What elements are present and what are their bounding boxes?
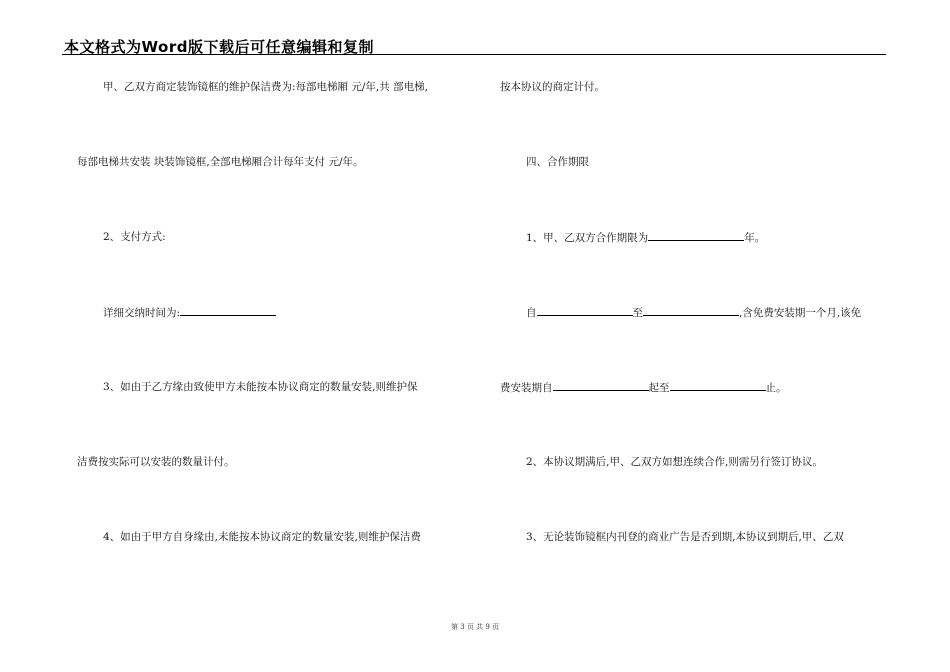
page-number: 第 3 页 共 9 页 bbox=[450, 623, 500, 631]
right-paragraph-free-install bbox=[500, 379, 787, 395]
period-tail-text: ,含免费安装期一个月,该免 bbox=[739, 307, 862, 319]
right-paragraph-term bbox=[526, 229, 765, 245]
period-from-label: 自 bbox=[526, 307, 537, 319]
left-paragraph-3: 2、支付方式: bbox=[103, 231, 166, 243]
right-paragraph-period bbox=[526, 304, 861, 320]
header-divider bbox=[62, 54, 886, 55]
period-start-blank bbox=[537, 304, 633, 316]
right-paragraph-ads: 3、无论装饰镜框内刊登的商业广告是否到期,本协议到期后,甲、乙双 bbox=[526, 531, 844, 543]
free-install-label: 费安装期自 bbox=[500, 382, 553, 394]
left-paragraph-4 bbox=[103, 304, 276, 320]
right-paragraph-1: 按本协议的商定计付。 bbox=[500, 81, 605, 93]
left-paragraph-5: 3、如由于乙方缘由致使甲方未能按本协议商定的数量安装,则维护保 bbox=[103, 381, 418, 393]
term-label: 1、甲、乙双方合作期限为 bbox=[526, 232, 649, 244]
payment-time-label: 详细交纳时间为: bbox=[103, 307, 181, 319]
term-years-unit: 年。 bbox=[744, 232, 766, 244]
term-years-blank bbox=[648, 229, 744, 241]
document-header-title: 本文格式为Word版下载后可任意编辑和复制 bbox=[64, 38, 374, 56]
payment-time-blank bbox=[180, 304, 276, 316]
period-to-label: 至 bbox=[632, 307, 643, 319]
free-install-to-label: 起至 bbox=[648, 382, 670, 394]
left-paragraph-2: 每部电梯共安装 块装饰镜框,全部电梯厢合计每年支付 元/年。 bbox=[77, 156, 364, 168]
right-paragraph-renewal: 2、本协议期满后,甲、乙双方如想连续合作,则需另行签订协议。 bbox=[526, 456, 823, 468]
free-install-start-blank bbox=[553, 379, 649, 391]
left-paragraph-7: 4、如由于甲方自身缘由,未能按本协议商定的数量安装,则维护保洁费 bbox=[103, 531, 421, 543]
section-heading-cooperation-term: 四、合作期限 bbox=[526, 156, 589, 168]
left-paragraph-1: 甲、乙双方商定装饰镜框的维护保洁费为:每部电梯厢 元/年,共 部电梯, bbox=[103, 81, 428, 93]
left-paragraph-6: 洁费按实际可以安装的数量计付。 bbox=[77, 456, 235, 468]
free-install-end-blank bbox=[670, 379, 766, 391]
free-install-end-label: 止。 bbox=[765, 382, 787, 394]
period-end-blank bbox=[643, 304, 739, 316]
